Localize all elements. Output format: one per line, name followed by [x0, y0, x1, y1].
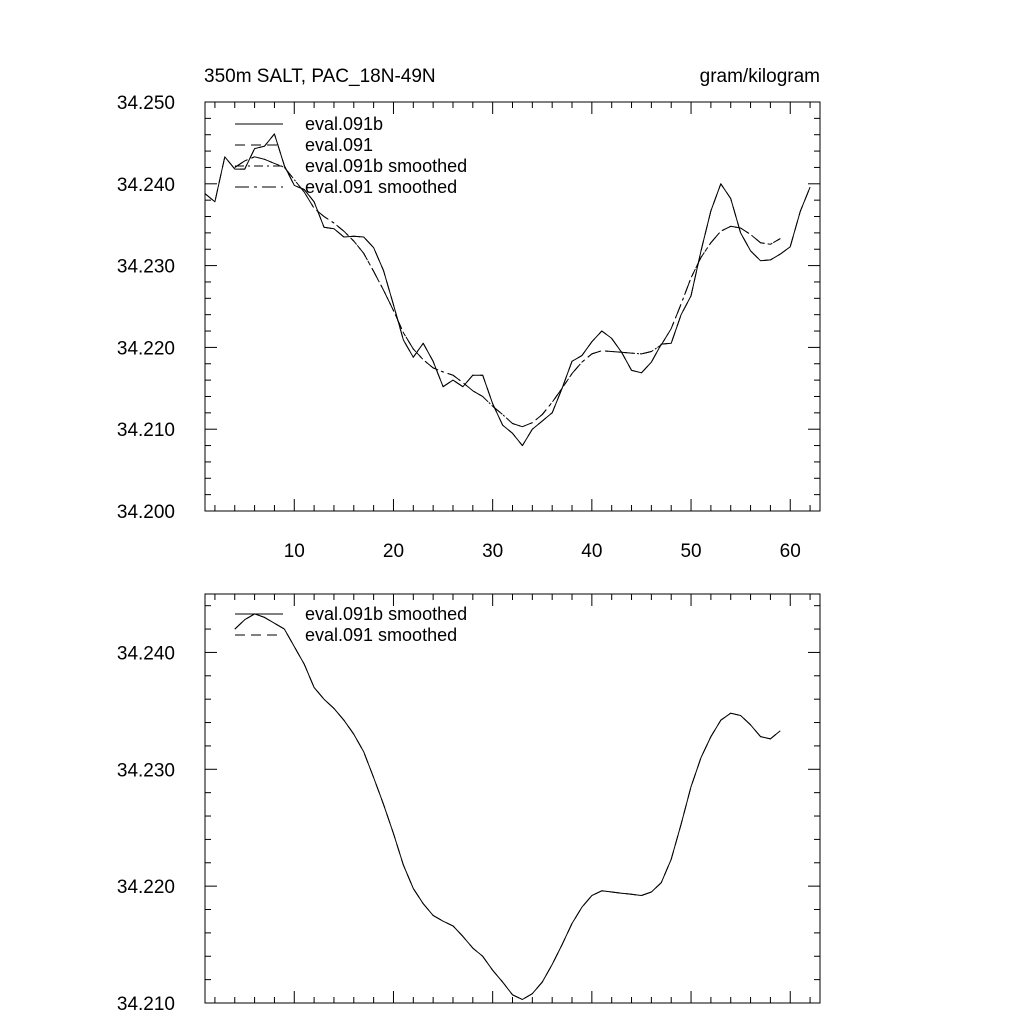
units-label: gram/kilogram: [699, 66, 820, 87]
x-tick-label: 60: [779, 541, 801, 562]
x-tick-label: 10: [283, 541, 305, 562]
y-tick-label: 34.250: [116, 93, 175, 114]
series-group: [235, 614, 781, 1000]
y-tick-label: 34.210: [116, 420, 175, 442]
plot-frame: [205, 102, 820, 511]
legend: [235, 114, 467, 197]
legend: [235, 604, 467, 645]
bottom-panel: [117, 594, 820, 1015]
axis-ticks: [117, 594, 820, 1015]
legend-label: eval.091 smoothed: [305, 177, 458, 197]
legend-label: eval.091 smoothed: [305, 625, 458, 645]
series-group: [205, 134, 810, 446]
x-tick-label: 40: [581, 541, 603, 562]
series-line: [235, 157, 781, 427]
plot-frame: [205, 594, 820, 1003]
axis-ticks: [117, 93, 820, 562]
x-tick-label: 20: [382, 541, 405, 562]
series-line: [205, 134, 810, 446]
chart-title: 350m SALT, PAC_18N-49N: [204, 66, 436, 87]
legend-label: eval.091: [305, 135, 374, 155]
series-line: [235, 614, 781, 1000]
x-tick-label: 50: [680, 541, 702, 562]
top-panel: [117, 66, 820, 562]
series-line: [205, 134, 810, 446]
series-line: [235, 157, 781, 427]
x-tick-label: 30: [482, 541, 504, 562]
y-tick-label: 34.220: [116, 338, 175, 360]
y-tick-label: 34.230: [116, 256, 175, 278]
y-tick-label: 34.240: [116, 174, 175, 196]
series-line: [235, 614, 781, 1000]
y-tick-label: 34.200: [116, 502, 175, 523]
y-tick-label: 34.210: [116, 994, 175, 1015]
legend-label: eval.091b smoothed: [305, 604, 468, 624]
legend-label: eval.091b: [305, 114, 384, 134]
legend-label: eval.091b smoothed: [305, 156, 468, 176]
y-tick-label: 34.230: [116, 760, 175, 782]
y-tick-label: 34.240: [116, 643, 175, 665]
y-tick-label: 34.220: [116, 877, 175, 899]
